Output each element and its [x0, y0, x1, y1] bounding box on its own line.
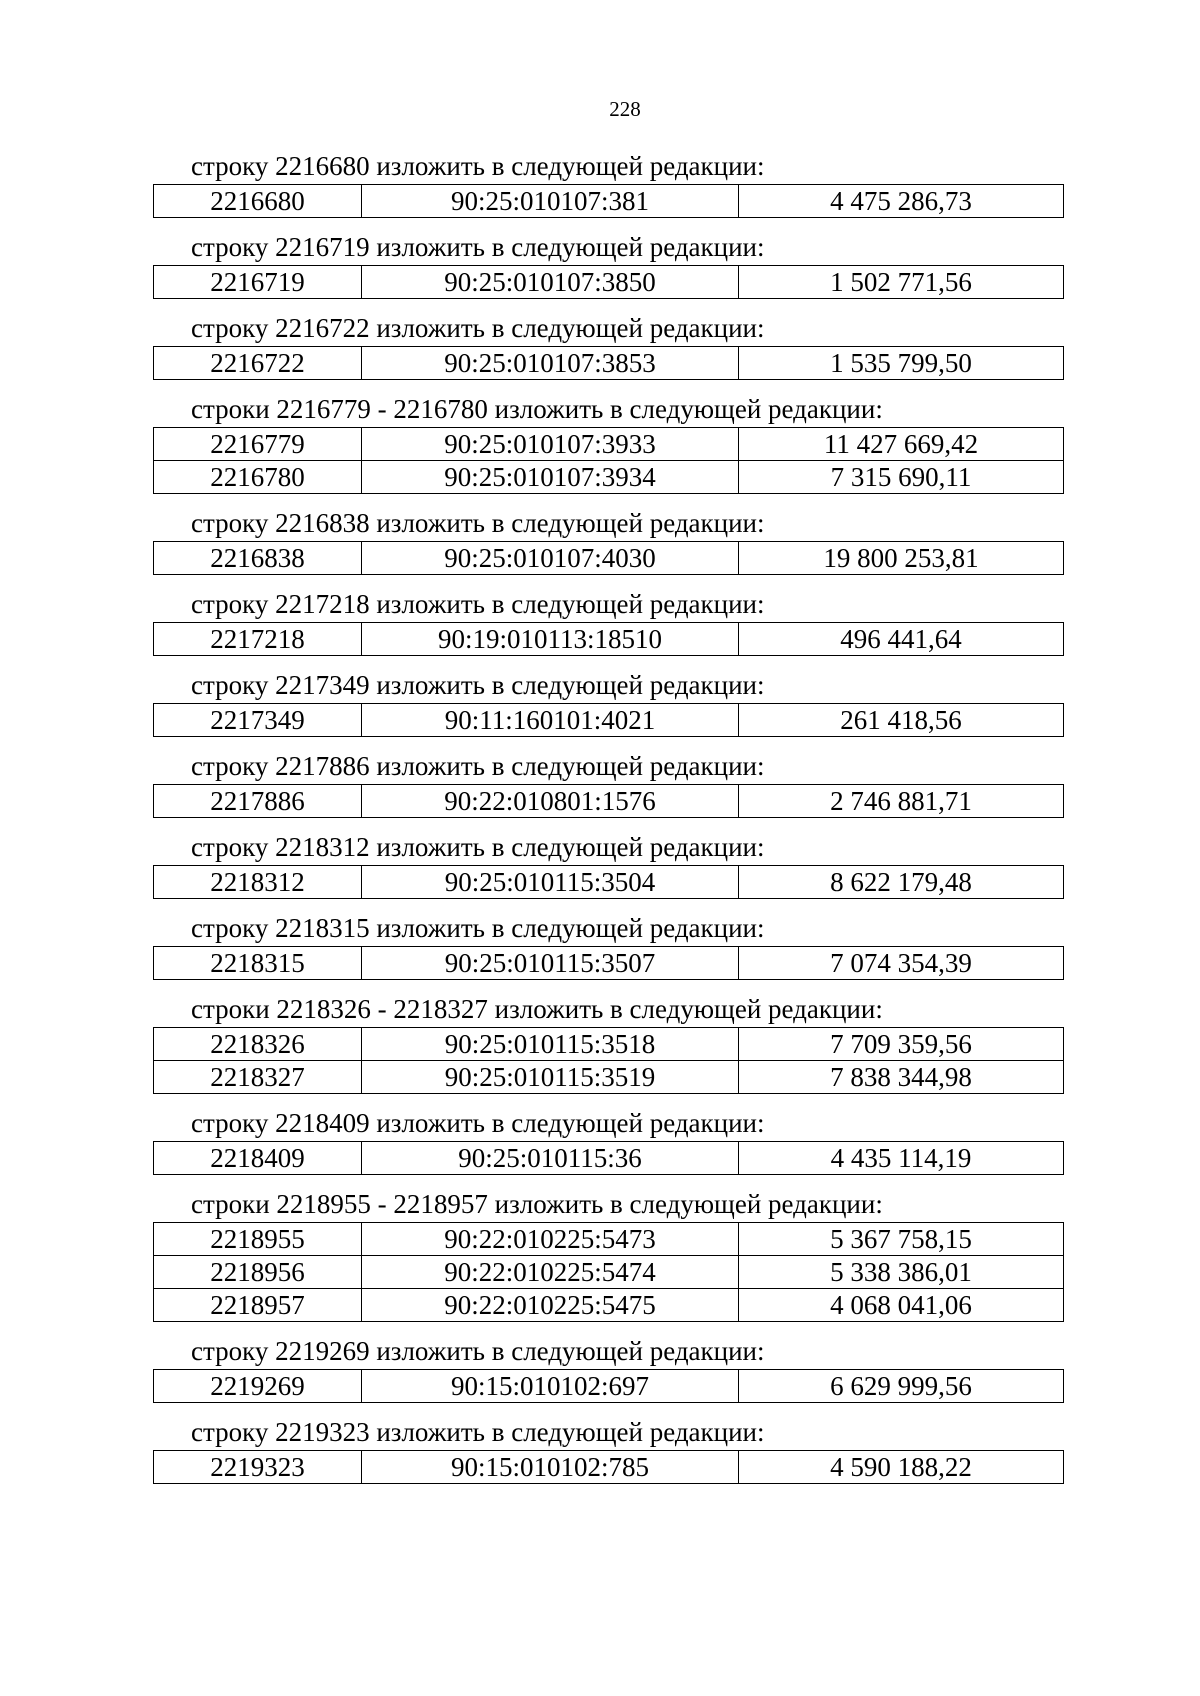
row-number-cell: 2218956: [154, 1256, 362, 1289]
cadastral-number-cell: 90:15:010102:785: [362, 1451, 739, 1484]
document-body: [153, 150, 1063, 1497]
row-number-cell: 2218327: [154, 1061, 362, 1094]
cadastral-value-cell: 1 502 771,56: [739, 266, 1064, 299]
table-row: [154, 185, 1064, 218]
cadastral-value-cell: 2 746 881,71: [739, 785, 1064, 818]
cadastral-number-cell: 90:25:010107:3850: [362, 266, 739, 299]
row-number-cell: 2219269: [154, 1370, 362, 1403]
section-heading: строку 2218315 изложить в следующей редакции:: [191, 913, 765, 943]
row-number-cell: 2218315: [154, 947, 362, 980]
cadastral-number-cell: 90:25:010115:36: [362, 1142, 739, 1175]
section-heading: строку 2217218 изложить в следующей редакции:: [191, 589, 765, 619]
amendment-table: [153, 184, 1064, 218]
cadastral-number-cell: 90:22:010225:5474: [362, 1256, 739, 1289]
table-row: [154, 461, 1064, 494]
cadastral-number-cell: 90:15:010102:697: [362, 1370, 739, 1403]
amendment-table: [153, 541, 1064, 575]
cadastral-value-cell: 19 800 253,81: [739, 542, 1064, 575]
cadastral-value-cell: 4 590 188,22: [739, 1451, 1064, 1484]
row-number-cell: 2219323: [154, 1451, 362, 1484]
amendment-table: [153, 703, 1064, 737]
table-row: [154, 947, 1064, 980]
amendment-table: [153, 865, 1064, 899]
cadastral-value-cell: 11 427 669,42: [739, 428, 1064, 461]
table-row: [154, 785, 1064, 818]
cadastral-value-cell: 7 315 690,11: [739, 461, 1064, 494]
cadastral-value-cell: 4 475 286,73: [739, 185, 1064, 218]
table-row: [154, 866, 1064, 899]
amendment-table: [153, 427, 1064, 494]
table-row: [154, 704, 1064, 737]
row-number-cell: 2216838: [154, 542, 362, 575]
cadastral-value-cell: 5 338 386,01: [739, 1256, 1064, 1289]
cadastral-value-cell: 5 367 758,15: [739, 1223, 1064, 1256]
section-heading: строку 2216680 изложить в следующей редакции:: [191, 151, 765, 181]
cadastral-number-cell: 90:25:010107:4030: [362, 542, 739, 575]
table-row: [154, 1142, 1064, 1175]
amendment-table: [153, 1222, 1064, 1322]
row-number-cell: 2218957: [154, 1289, 362, 1322]
table-row: [154, 1028, 1064, 1061]
cadastral-number-cell: 90:25:010115:3519: [362, 1061, 739, 1094]
cadastral-number-cell: 90:25:010115:3504: [362, 866, 739, 899]
section-heading: строку 2219269 изложить в следующей редакции:: [191, 1336, 765, 1366]
cadastral-number-cell: 90:25:010115:3518: [362, 1028, 739, 1061]
row-number-cell: 2216780: [154, 461, 362, 494]
cadastral-number-cell: 90:22:010225:5473: [362, 1223, 739, 1256]
table-row: [154, 347, 1064, 380]
section-heading: строки 2218326 - 2218327 изложить в следующей редакции:: [191, 994, 883, 1024]
section-heading: строку 2217349 изложить в следующей редакции:: [191, 670, 765, 700]
table-row: [154, 623, 1064, 656]
cadastral-number-cell: 90:22:010225:5475: [362, 1289, 739, 1322]
section-heading: строку 2216838 изложить в следующей редакции:: [191, 508, 765, 538]
row-number-cell: 2218409: [154, 1142, 362, 1175]
cadastral-number-cell: 90:25:010107:3853: [362, 347, 739, 380]
section-heading: строку 2219323 изложить в следующей редакции:: [191, 1417, 765, 1447]
cadastral-value-cell: 7 074 354,39: [739, 947, 1064, 980]
cadastral-value-cell: 496 441,64: [739, 623, 1064, 656]
cadastral-value-cell: 8 622 179,48: [739, 866, 1064, 899]
amendment-table: [153, 784, 1064, 818]
table-row: [154, 542, 1064, 575]
row-number-cell: 2217349: [154, 704, 362, 737]
section-heading: строку 2216722 изложить в следующей редакции:: [191, 313, 765, 343]
table-row: [154, 1451, 1064, 1484]
section-heading: строку 2216719 изложить в следующей редакции:: [191, 232, 765, 262]
row-number-cell: 2216680: [154, 185, 362, 218]
row-number-cell: 2217886: [154, 785, 362, 818]
cadastral-value-cell: 4 068 041,06: [739, 1289, 1064, 1322]
row-number-cell: 2218326: [154, 1028, 362, 1061]
cadastral-number-cell: 90:25:010107:381: [362, 185, 739, 218]
section-heading: строки 2216779 - 2216780 изложить в следующей редакции:: [191, 394, 883, 424]
amendment-table: [153, 622, 1064, 656]
table-row: [154, 1289, 1064, 1322]
amendment-table: [153, 346, 1064, 380]
cadastral-number-cell: 90:25:010107:3934: [362, 461, 739, 494]
amendment-table: [153, 1450, 1064, 1484]
amendment-table: [153, 946, 1064, 980]
cadastral-value-cell: 6 629 999,56: [739, 1370, 1064, 1403]
cadastral-number-cell: 90:11:160101:4021: [362, 704, 739, 737]
section-heading: строку 2218312 изложить в следующей редакции:: [191, 832, 765, 862]
row-number-cell: 2217218: [154, 623, 362, 656]
row-number-cell: 2218312: [154, 866, 362, 899]
row-number-cell: 2216779: [154, 428, 362, 461]
table-row: [154, 1370, 1064, 1403]
amendment-table: [153, 1141, 1064, 1175]
cadastral-number-cell: 90:19:010113:18510: [362, 623, 739, 656]
row-number-cell: 2216719: [154, 266, 362, 299]
cadastral-value-cell: 1 535 799,50: [739, 347, 1064, 380]
cadastral-number-cell: 90:22:010801:1576: [362, 785, 739, 818]
cadastral-number-cell: 90:25:010107:3933: [362, 428, 739, 461]
section-heading: строку 2218409 изложить в следующей редакции:: [191, 1108, 765, 1138]
table-row: [154, 428, 1064, 461]
page-number: 228: [609, 97, 641, 121]
cadastral-value-cell: 7 709 359,56: [739, 1028, 1064, 1061]
table-row: [154, 1256, 1064, 1289]
cadastral-value-cell: 4 435 114,19: [739, 1142, 1064, 1175]
table-row: [154, 266, 1064, 299]
section-heading: строку 2217886 изложить в следующей редакции:: [191, 751, 765, 781]
row-number-cell: 2218955: [154, 1223, 362, 1256]
cadastral-value-cell: 7 838 344,98: [739, 1061, 1064, 1094]
amendment-table: [153, 265, 1064, 299]
cadastral-value-cell: 261 418,56: [739, 704, 1064, 737]
row-number-cell: 2216722: [154, 347, 362, 380]
amendment-table: [153, 1369, 1064, 1403]
table-row: [154, 1061, 1064, 1094]
section-heading: строки 2218955 - 2218957 изложить в следующей редакции:: [191, 1189, 883, 1219]
cadastral-number-cell: 90:25:010115:3507: [362, 947, 739, 980]
table-row: [154, 1223, 1064, 1256]
amendment-table: [153, 1027, 1064, 1094]
